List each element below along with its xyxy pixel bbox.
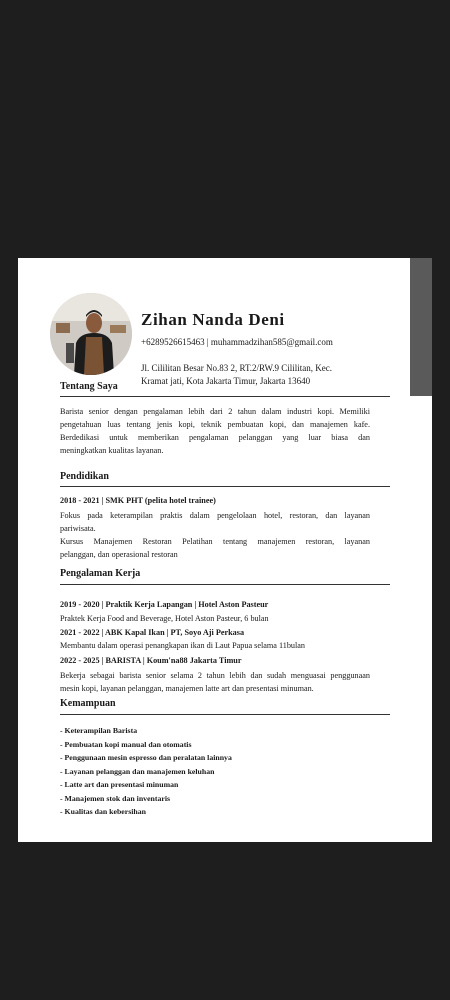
about-line: Barista senior dengan pengalaman lebih dari 2 tahun dalam industri kopi. Memiliki bbox=[60, 407, 370, 416]
about-divider bbox=[60, 396, 390, 397]
experience-divider bbox=[60, 584, 390, 585]
skill-item: - Manajemen stok dan inventaris bbox=[60, 793, 171, 803]
skill-item: - Penggunaan mesin espresso dan peralatan lainnya bbox=[60, 753, 232, 762]
about-line: meningkatkan kualitas layanan. bbox=[60, 446, 164, 455]
skill-item: - Layanan pelanggan dan manajemen keluhan bbox=[60, 766, 215, 776]
address-line-1: Jl. Cililitan Besar No.83 2, RT.2/RW.9 Cililitan, Kec. bbox=[141, 363, 332, 373]
about-line: Berdedikasi untuk memberikan pengalaman pelanggan yang luar biasa dan bbox=[60, 433, 370, 442]
education-title: 2018 - 2021 | SMK PHT (pelita hotel trainee) bbox=[60, 496, 216, 505]
skill-item: - Pembuatan kopi manual dan otomatis bbox=[60, 739, 192, 749]
education-heading: Pendidikan bbox=[60, 471, 109, 482]
profile-photo-image bbox=[50, 293, 132, 375]
skill-item: - Keterampilan Barista bbox=[60, 726, 138, 735]
contact-info: +6289526615463 | muhammadzihan585@gmail.com bbox=[141, 337, 333, 347]
candidate-name: Zihan Nanda Deni bbox=[141, 310, 285, 329]
skill-item: - Latte art dan presentasi minuman bbox=[60, 780, 179, 789]
experience-heading: Pengalaman Kerja bbox=[60, 568, 141, 579]
skills-divider bbox=[60, 714, 390, 715]
address-line-2: Kramat jati, Kota Jakarta Timur, Jakarta 13640 bbox=[141, 376, 311, 386]
about-line: pengetahuan luas tentang jenis kopi, teknik pembuatan kopi, dan manajemen kafe. bbox=[60, 420, 370, 429]
education-divider bbox=[60, 486, 390, 487]
scrollbar-thumb[interactable] bbox=[410, 258, 432, 396]
education-desc-line: Kursus Manajemen Restoran Pelatihan tentang manajemen restoran, layanan bbox=[60, 537, 370, 546]
experience-title: 2019 - 2020 | Praktik Kerja Lapangan | Hotel Aston Pasteur bbox=[60, 600, 269, 609]
address bbox=[141, 362, 332, 388]
about-heading: Tentang Saya bbox=[60, 381, 118, 392]
education-desc-line: pariwisata. bbox=[60, 524, 96, 533]
skills-list bbox=[60, 724, 232, 819]
education-desc bbox=[60, 509, 370, 561]
skill-item: - Kualitas dan kebersihan bbox=[60, 807, 147, 816]
experience-desc-line: Bekerja sebagai barista senior selama 2 tahun lebih dan sudah menguasai penggunaan bbox=[60, 671, 370, 680]
experience-desc-line: mesin kopi, layanan pelanggan, manajemen latte art dan presentasi minuman. bbox=[60, 684, 314, 693]
experience-title: 2022 - 2025 | BARISTA | Koum'na88 Jakarta Timur bbox=[60, 656, 242, 665]
profile-photo bbox=[50, 293, 132, 375]
education-desc-line: Fokus pada keterampilan praktis dalam pengelolaan hotel, restoran, dan layanan bbox=[60, 511, 370, 520]
experience-desc: Praktek Kerja Food and Beverage, Hotel Aston Pasteur, 6 bulan bbox=[60, 614, 269, 623]
education-desc-line: pelanggan, dan operasional restoran bbox=[60, 550, 178, 559]
experience-desc: Membantu dalam operasi penangkapan ikan di Laut Papua selama 11bulan bbox=[60, 641, 306, 650]
about-text bbox=[60, 405, 370, 457]
experience-title: 2021 - 2022 | ABK Kapal Ikan | PT, Soyo Aji Perkasa bbox=[60, 628, 245, 637]
experience-desc bbox=[60, 669, 370, 695]
skills-heading: Kemampuan bbox=[60, 698, 116, 709]
